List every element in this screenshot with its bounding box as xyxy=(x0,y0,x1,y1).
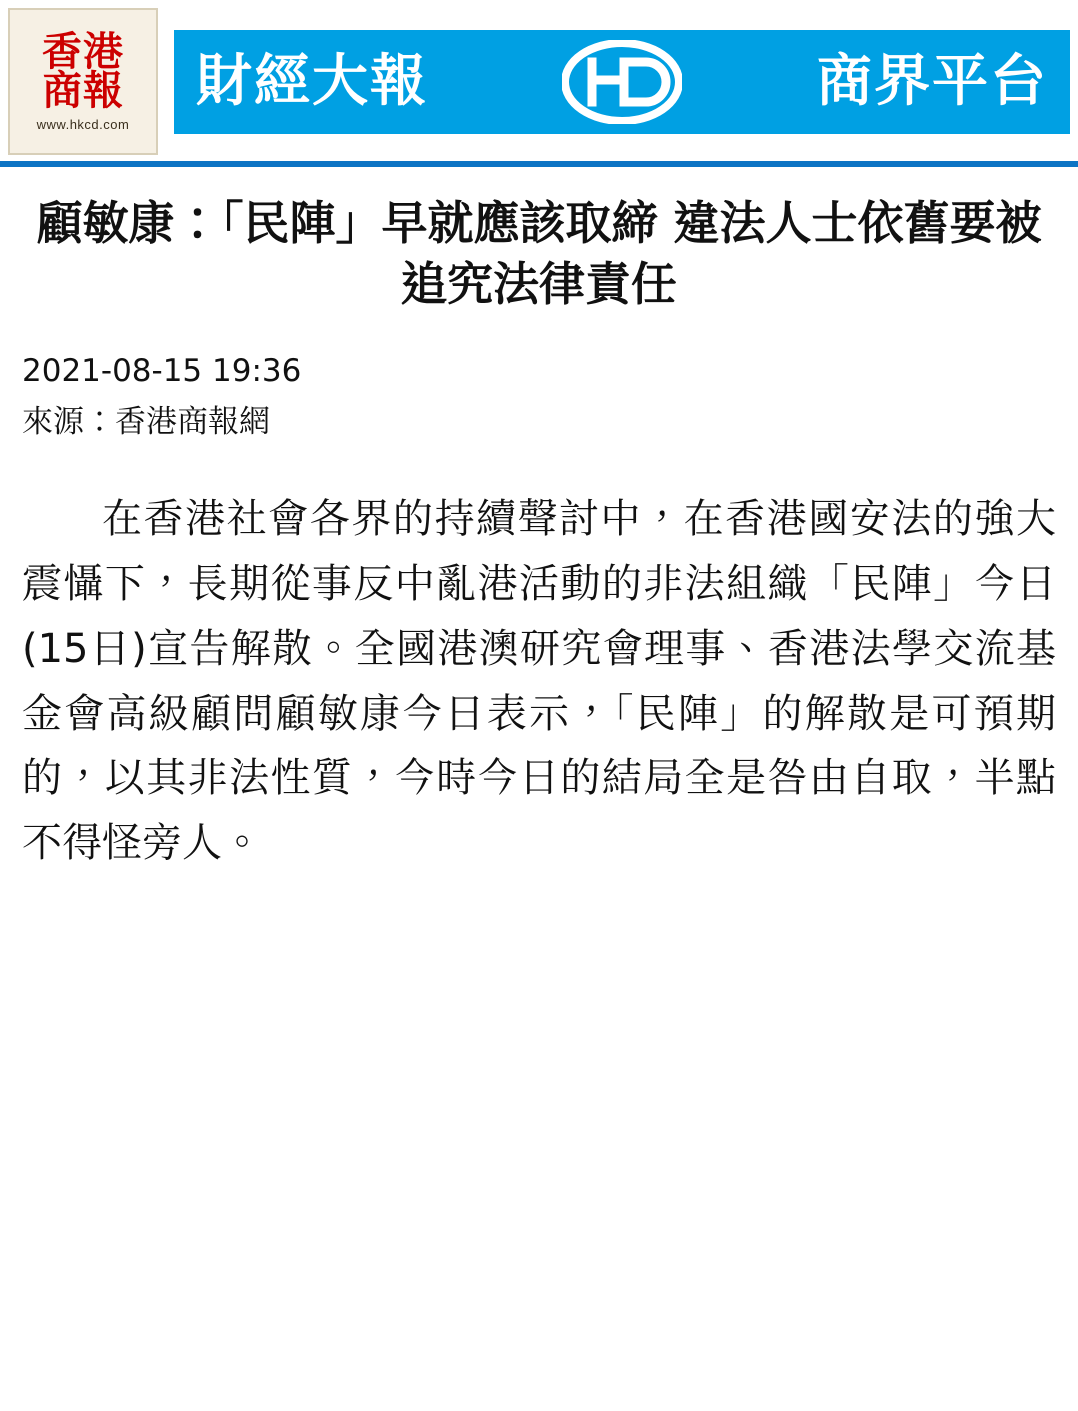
article-timestamp: 2021-08-15 19:36 xyxy=(22,353,302,390)
article-source: 來源：香港商報網 xyxy=(22,404,270,441)
site-logo-line-2: 商報 xyxy=(42,68,124,114)
site-logo-characters xyxy=(42,28,124,114)
article-meta xyxy=(22,349,1056,445)
article-paragraph: 在香港社會各界的持續聲討中，在香港國安法的強大震懾下，長期從事反中亂港活動的非法組織「民陣」今日(15日)宣告解散。全國港澳研究會理事、香港法學交流基金會高級顧問顧敏康今日表示，「民陣」的解散是可預期的，以其非法性質，今時今日的結局全是咎由自取，半點不得怪旁人。 xyxy=(22,496,1056,867)
banner-slogan-left: 財經大報 xyxy=(196,48,428,114)
site-logo-line-1: 香港 xyxy=(42,28,124,75)
masthead-banner xyxy=(174,30,1070,134)
article-container xyxy=(0,167,1078,876)
site-logo[interactable] xyxy=(8,8,158,155)
banner-slogan-right: 商界平台 xyxy=(816,48,1048,114)
site-logo-url[interactable]: www.hkcd.com xyxy=(36,117,130,133)
hkcd-monogram-icon xyxy=(562,40,682,124)
page-title: 顧敏康：「民陣」早就應該取締 違法人士依舊要被追究法律責任 xyxy=(36,196,1042,312)
site-masthead xyxy=(0,0,1078,155)
